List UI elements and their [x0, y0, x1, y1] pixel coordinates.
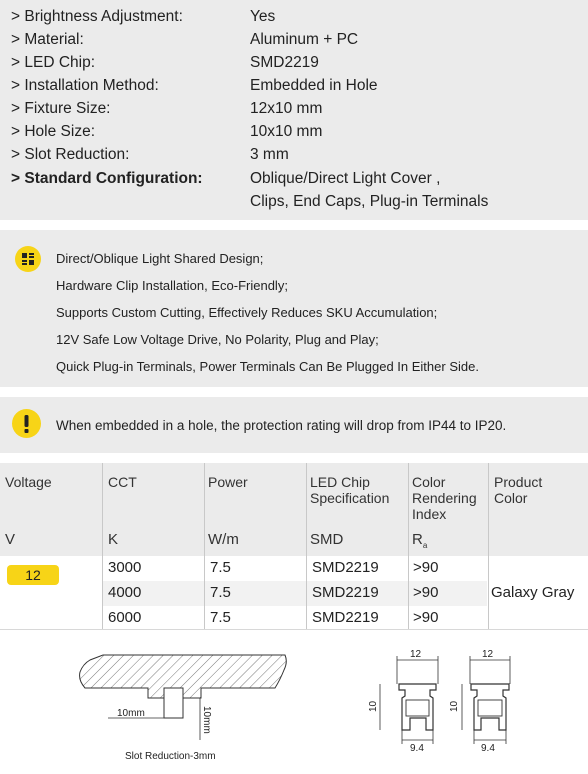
- profile-bottom-width-label: 9.4: [410, 743, 424, 754]
- spec-label: > LED Chip:: [11, 54, 96, 71]
- unit-cri: [412, 531, 427, 550]
- installation-diagram: [0, 640, 588, 774]
- spec-label: > Brightness Adjustment:: [11, 8, 183, 25]
- unit-power: W/m: [208, 531, 239, 548]
- profile-bottom-width-label: 9.4: [481, 743, 495, 754]
- unit-cri-main: R: [412, 531, 423, 548]
- header-voltage: Voltage: [5, 474, 52, 490]
- hole-depth-label: 10mm: [201, 706, 212, 734]
- feature-item: Supports Custom Cutting, Effectively Reduces SKU Accumulation;: [56, 305, 438, 320]
- unit-chip: SMD: [310, 531, 344, 548]
- profile-height-label: 10: [368, 700, 379, 712]
- table-header: [0, 463, 588, 556]
- column-divider: [204, 463, 205, 629]
- cell-cri: >90: [413, 609, 439, 626]
- cell-cri: >90: [413, 559, 439, 576]
- voltage-badge: 12: [7, 565, 59, 585]
- unit-cri-sub: a: [422, 541, 428, 550]
- spec-value: Embedded in Hole: [250, 77, 378, 94]
- feature-item: Quick Plug-in Terminals, Power Terminals Can Be Plugged In Either Side.: [56, 359, 479, 374]
- cell-cri: >90: [413, 584, 439, 601]
- spec-value-continued: Clips, End Caps, Plug-in Terminals: [250, 193, 489, 210]
- cell-power: 7.5: [210, 584, 231, 601]
- spec-installation-method: [0, 77, 588, 100]
- feature-grid-icon: [15, 246, 41, 272]
- header-specification: Specification: [310, 490, 390, 506]
- spec-label: > Slot Reduction:: [11, 146, 130, 163]
- warning-panel: [0, 397, 588, 453]
- warning-text: When embedded in a hole, the protection rating will drop from IP44 to IP20.: [56, 418, 507, 433]
- profile-drawing-right: [449, 649, 510, 754]
- spec-standard-configuration: [0, 170, 588, 216]
- features-panel: [0, 230, 588, 387]
- cell-product-color: Galaxy Gray: [491, 584, 575, 601]
- slot-reduction-caption: Slot Reduction-3mm: [125, 751, 216, 762]
- unit-voltage: V: [5, 531, 16, 548]
- spec-value: 3 mm: [250, 146, 289, 163]
- spec-label: > Hole Size:: [11, 123, 96, 140]
- feature-item: Hardware Clip Installation, Eco-Friendly;: [56, 278, 288, 293]
- column-divider: [408, 463, 409, 629]
- profile-height-label: 10: [449, 700, 460, 712]
- cell-cct: 4000: [108, 584, 142, 601]
- spec-hole-size: [0, 123, 588, 146]
- header-rendering: Rendering: [412, 490, 477, 506]
- product-table: [0, 463, 588, 631]
- cell-chip: SMD2219: [312, 609, 379, 626]
- header-color: Color: [412, 474, 446, 490]
- spec-value: Oblique/Direct Light Cover ,: [250, 170, 441, 187]
- spec-material: [0, 31, 588, 54]
- spec-slot-reduction: [0, 146, 588, 169]
- spec-value: Yes: [250, 8, 276, 25]
- specifications-panel: [0, 0, 588, 220]
- column-divider: [488, 463, 489, 629]
- unit-cct: K: [108, 531, 119, 548]
- profile-width-label: 12: [410, 649, 422, 660]
- cell-power: 7.5: [210, 559, 231, 576]
- spec-value: 12x10 mm: [250, 100, 323, 117]
- spec-value: SMD2219: [250, 54, 319, 71]
- spec-led-chip: [0, 54, 588, 77]
- spec-value: Aluminum + PC: [250, 31, 359, 48]
- spec-label: > Standard Configuration:: [11, 170, 203, 187]
- header-cct: CCT: [108, 474, 137, 490]
- cell-chip: SMD2219: [312, 584, 379, 601]
- cell-chip: SMD2219: [312, 559, 379, 576]
- header-power: Power: [208, 474, 248, 490]
- spec-value: 10x10 mm: [250, 123, 323, 140]
- cell-cct: 3000: [108, 559, 142, 576]
- header-led-chip: LED Chip: [310, 474, 370, 490]
- profile-drawing-left: [368, 649, 438, 754]
- table-bottom-rule: [0, 629, 588, 630]
- spec-label: > Material:: [11, 31, 84, 48]
- profile-width-label: 12: [482, 649, 494, 660]
- spec-label: > Fixture Size:: [11, 100, 111, 117]
- header-color-2: Color: [494, 490, 528, 506]
- spec-fixture-size: [0, 100, 588, 123]
- column-divider: [306, 463, 307, 629]
- spec-label: > Installation Method:: [11, 77, 159, 94]
- feature-item: Direct/Oblique Light Shared Design;: [56, 251, 264, 266]
- header-index: Index: [412, 506, 447, 522]
- cell-cct: 6000: [108, 609, 142, 626]
- feature-item: 12V Safe Low Voltage Drive, No Polarity, Plug and Play;: [56, 332, 379, 347]
- spec-brightness-adjustment: [0, 8, 588, 31]
- hole-cross-section: [80, 655, 287, 762]
- exclamation-icon: [12, 409, 41, 438]
- column-divider: [102, 463, 103, 629]
- cell-power: 7.5: [210, 609, 231, 626]
- hole-width-label: 10mm: [117, 708, 145, 719]
- header-product: Product: [494, 474, 543, 490]
